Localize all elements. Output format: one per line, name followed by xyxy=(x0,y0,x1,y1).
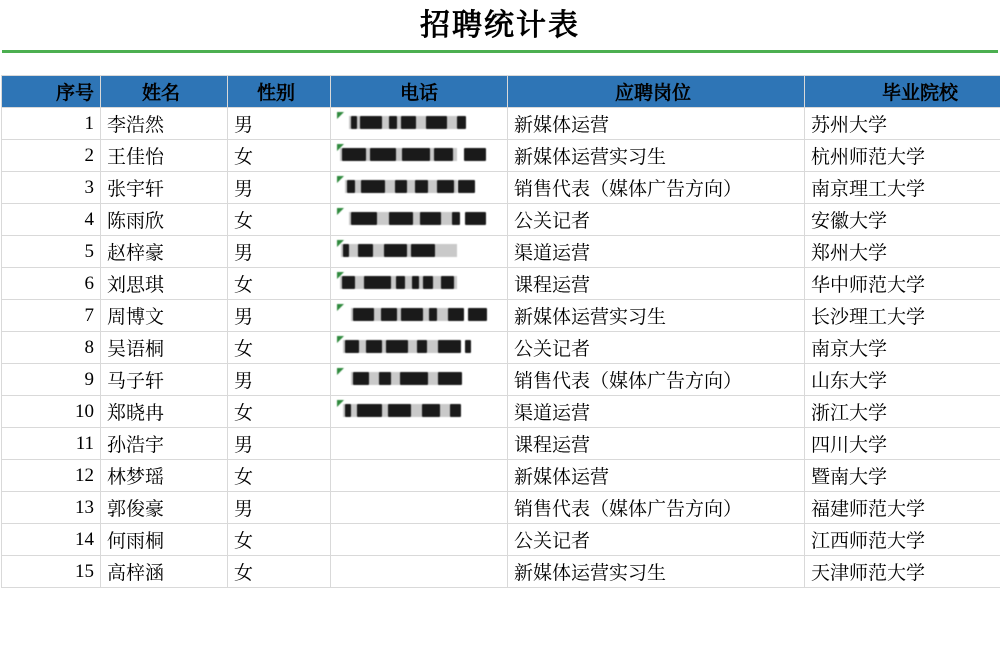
cell-index[interactable]: 14 xyxy=(2,524,101,556)
cell-index[interactable]: 12 xyxy=(2,460,101,492)
cell-phone-redacted[interactable] xyxy=(331,108,508,140)
cell-school[interactable]: 郑州大学 xyxy=(805,236,1000,268)
cell-phone-redacted[interactable] xyxy=(331,236,508,268)
cell-name[interactable]: 周博文 xyxy=(101,300,228,332)
cell-name[interactable]: 王佳怡 xyxy=(101,140,228,172)
column-header-phone[interactable]: 电话 xyxy=(331,76,508,108)
column-header-index[interactable]: 序号 xyxy=(2,76,101,108)
cell-school[interactable]: 四川大学 xyxy=(805,428,1000,460)
cell-index[interactable]: 5 xyxy=(2,236,101,268)
cell-comment-marker-icon xyxy=(337,304,344,311)
table-row xyxy=(2,204,1000,236)
cell-job[interactable]: 新媒体运营实习生 xyxy=(508,556,805,588)
cell-phone-redacted[interactable] xyxy=(331,492,508,524)
cell-phone-redacted[interactable] xyxy=(331,300,508,332)
cell-comment-marker-icon xyxy=(337,336,344,343)
cell-index[interactable]: 13 xyxy=(2,492,101,524)
table-body xyxy=(2,108,1000,588)
cell-index[interactable]: 11 xyxy=(2,428,101,460)
cell-comment-marker-icon xyxy=(337,400,344,407)
cell-gender[interactable]: 女 xyxy=(228,268,331,300)
redaction-overlay xyxy=(337,208,501,232)
cell-job[interactable]: 渠道运营 xyxy=(508,396,805,428)
cell-school[interactable]: 南京大学 xyxy=(805,332,1000,364)
table-header-row xyxy=(2,76,1000,108)
column-header-gender[interactable]: 性别 xyxy=(228,76,331,108)
cell-gender[interactable]: 男 xyxy=(228,172,331,204)
table-row xyxy=(2,492,1000,524)
cell-school[interactable]: 南京理工大学 xyxy=(805,172,1000,204)
table-row xyxy=(2,108,1000,140)
cell-job[interactable]: 公关记者 xyxy=(508,524,805,556)
cell-school[interactable]: 华中师范大学 xyxy=(805,268,1000,300)
cell-index[interactable]: 7 xyxy=(2,300,101,332)
redaction-overlay xyxy=(337,144,501,168)
cell-gender[interactable]: 男 xyxy=(228,236,331,268)
cell-gender[interactable]: 男 xyxy=(228,108,331,140)
table-row xyxy=(2,460,1000,492)
cell-comment-marker-icon xyxy=(337,176,344,183)
redaction-overlay xyxy=(337,368,501,392)
cell-job[interactable]: 新媒体运营 xyxy=(508,460,805,492)
cell-job[interactable]: 公关记者 xyxy=(508,332,805,364)
redaction-overlay xyxy=(337,112,501,136)
redaction-overlay xyxy=(337,336,501,360)
cell-comment-marker-icon xyxy=(337,240,344,247)
cell-job[interactable]: 公关记者 xyxy=(508,204,805,236)
cell-job[interactable]: 销售代表（媒体广告方向） xyxy=(508,172,805,204)
cell-phone-redacted[interactable] xyxy=(331,204,508,236)
table-row xyxy=(2,364,1000,396)
cell-job[interactable]: 渠道运营 xyxy=(508,236,805,268)
cell-school[interactable]: 暨南大学 xyxy=(805,460,1000,492)
cell-index[interactable]: 15 xyxy=(2,556,101,588)
redaction-overlay xyxy=(337,272,501,296)
cell-name[interactable]: 何雨桐 xyxy=(101,524,228,556)
cell-comment-marker-icon xyxy=(337,272,344,279)
spacer-row xyxy=(0,53,1000,75)
cell-phone-redacted[interactable] xyxy=(331,332,508,364)
cell-job[interactable]: 新媒体运营实习生 xyxy=(508,300,805,332)
cell-job[interactable]: 新媒体运营 xyxy=(508,108,805,140)
cell-gender[interactable]: 女 xyxy=(228,524,331,556)
cell-index[interactable]: 6 xyxy=(2,268,101,300)
cell-name[interactable]: 陈雨欣 xyxy=(101,204,228,236)
cell-gender[interactable]: 女 xyxy=(228,460,331,492)
cell-name[interactable]: 高梓涵 xyxy=(101,556,228,588)
cell-comment-marker-icon xyxy=(337,208,344,215)
cell-phone-redacted[interactable] xyxy=(331,364,508,396)
column-header-job[interactable]: 应聘岗位 xyxy=(508,76,805,108)
cell-name[interactable]: 孙浩宇 xyxy=(101,428,228,460)
cell-job[interactable]: 课程运营 xyxy=(508,428,805,460)
table-row xyxy=(2,428,1000,460)
cell-name[interactable]: 赵梓豪 xyxy=(101,236,228,268)
table-row xyxy=(2,236,1000,268)
cell-name[interactable]: 马子轩 xyxy=(101,364,228,396)
cell-gender[interactable]: 女 xyxy=(228,140,331,172)
table-row xyxy=(2,396,1000,428)
cell-name[interactable]: 郭俊豪 xyxy=(101,492,228,524)
cell-gender[interactable]: 女 xyxy=(228,204,331,236)
cell-name[interactable]: 吴语桐 xyxy=(101,332,228,364)
cell-school[interactable]: 福建师范大学 xyxy=(805,492,1000,524)
cell-gender[interactable]: 男 xyxy=(228,428,331,460)
redaction-overlay xyxy=(337,176,501,200)
cell-phone-redacted[interactable] xyxy=(331,396,508,428)
cell-gender[interactable]: 女 xyxy=(228,556,331,588)
cell-job[interactable]: 课程运营 xyxy=(508,268,805,300)
table-row xyxy=(2,524,1000,556)
cell-gender[interactable]: 女 xyxy=(228,332,331,364)
cell-school[interactable]: 天津师范大学 xyxy=(805,556,1000,588)
cell-school[interactable]: 长沙理工大学 xyxy=(805,300,1000,332)
cell-phone-redacted[interactable] xyxy=(331,428,508,460)
cell-school[interactable]: 苏州大学 xyxy=(805,108,1000,140)
cell-school[interactable]: 杭州师范大学 xyxy=(805,140,1000,172)
table-row xyxy=(2,556,1000,588)
cell-name[interactable]: 刘思琪 xyxy=(101,268,228,300)
cell-gender[interactable]: 男 xyxy=(228,492,331,524)
table-row xyxy=(2,140,1000,172)
cell-phone-redacted[interactable] xyxy=(331,268,508,300)
cell-phone-redacted[interactable] xyxy=(331,524,508,556)
cell-phone-redacted[interactable] xyxy=(331,172,508,204)
cell-comment-marker-icon xyxy=(337,112,344,119)
cell-school[interactable]: 安徽大学 xyxy=(805,204,1000,236)
cell-school[interactable]: 江西师范大学 xyxy=(805,524,1000,556)
column-header-school[interactable]: 毕业院校 xyxy=(805,76,1000,108)
cell-gender[interactable]: 男 xyxy=(228,300,331,332)
recruitment-table xyxy=(1,75,1000,588)
table-header xyxy=(2,76,1000,108)
cell-name[interactable]: 张宇轩 xyxy=(101,172,228,204)
cell-name[interactable]: 郑晓冉 xyxy=(101,396,228,428)
cell-index[interactable]: 4 xyxy=(2,204,101,236)
cell-name[interactable]: 李浩然 xyxy=(101,108,228,140)
cell-index[interactable]: 9 xyxy=(2,364,101,396)
cell-phone-redacted[interactable] xyxy=(331,140,508,172)
table-row xyxy=(2,332,1000,364)
cell-gender[interactable]: 男 xyxy=(228,364,331,396)
cell-phone-redacted[interactable] xyxy=(331,460,508,492)
cell-job[interactable]: 销售代表（媒体广告方向） xyxy=(508,364,805,396)
redaction-overlay xyxy=(337,304,501,328)
cell-phone-redacted[interactable] xyxy=(331,556,508,588)
table-row xyxy=(2,172,1000,204)
cell-index[interactable]: 8 xyxy=(2,332,101,364)
redaction-overlay xyxy=(337,240,501,264)
redaction-overlay xyxy=(337,400,501,424)
cell-index[interactable]: 10 xyxy=(2,396,101,428)
cell-job[interactable]: 销售代表（媒体广告方向） xyxy=(508,492,805,524)
cell-job[interactable]: 新媒体运营实习生 xyxy=(508,140,805,172)
table-row xyxy=(2,268,1000,300)
cell-index[interactable]: 2 xyxy=(2,140,101,172)
column-header-name[interactable]: 姓名 xyxy=(101,76,228,108)
cell-school[interactable]: 浙江大学 xyxy=(805,396,1000,428)
cell-name[interactable]: 林梦瑶 xyxy=(101,460,228,492)
cell-school[interactable]: 山东大学 xyxy=(805,364,1000,396)
cell-index[interactable]: 3 xyxy=(2,172,101,204)
cell-comment-marker-icon xyxy=(337,144,344,151)
cell-index[interactable]: 1 xyxy=(2,108,101,140)
page-title: 招聘统计表 xyxy=(420,9,580,42)
table-row xyxy=(2,300,1000,332)
cell-comment-marker-icon xyxy=(337,368,344,375)
cell-gender[interactable]: 女 xyxy=(228,396,331,428)
